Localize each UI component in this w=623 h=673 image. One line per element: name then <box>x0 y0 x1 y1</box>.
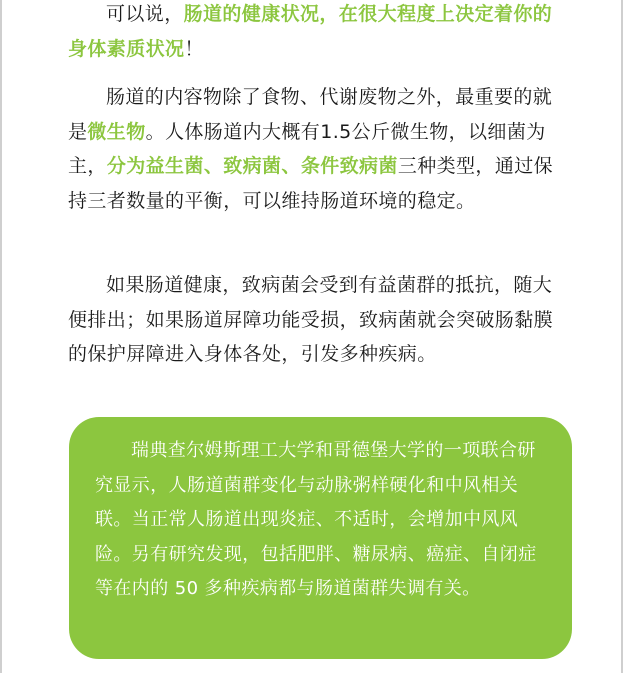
highlight-text: 分为益生菌、致病菌、条件致病菌 <box>106 155 398 177</box>
highlight-text: 微生物 <box>87 120 146 143</box>
paragraph-text: 可以说， <box>106 3 184 25</box>
paragraph-text: 三种类型，通过保持三者数量的平衡，可以维持肠道环境的稳定。 <box>68 155 554 212</box>
paragraph-text: 如果肠道健康，致病菌会受到有益菌群的抵抗，随大便排出；如果肠道屏障功能受损，致病菌就会突破肠黏膜的保护屏障进入身体各处，引发多种疾病。 <box>68 274 554 365</box>
highlight-text: 肠道的健康状况，在很大程度上决定着你的身体素质状况 <box>68 3 553 60</box>
paragraph-microbes <box>68 80 558 218</box>
callout-text: 瑞典查尔姆斯理工大学和哥德堡大学的一项联合研究显示，人肠道菌群变化与动脉粥样硬化和中风相关联。当正常人肠道出现炎症、不适时，会增加中风风险。另有研究发现，包括肥胖、糖尿病、癌症、自闭症等在内的 50 多种疾病都与肠道菌群失调有关。 <box>95 440 537 599</box>
page-left-border <box>0 0 2 673</box>
paragraph-intro <box>68 0 558 66</box>
paragraph-text: ！ <box>184 37 204 60</box>
paragraph-text: 。人体肠道内大概有1.5公斤微生物，以细菌为主， <box>68 120 546 177</box>
paragraph-text: 肠道的内容物除了食物、代谢废物之外，最重要的就是 <box>68 86 553 143</box>
paragraph-pathogens <box>68 268 558 372</box>
research-callout-box <box>69 417 572 659</box>
